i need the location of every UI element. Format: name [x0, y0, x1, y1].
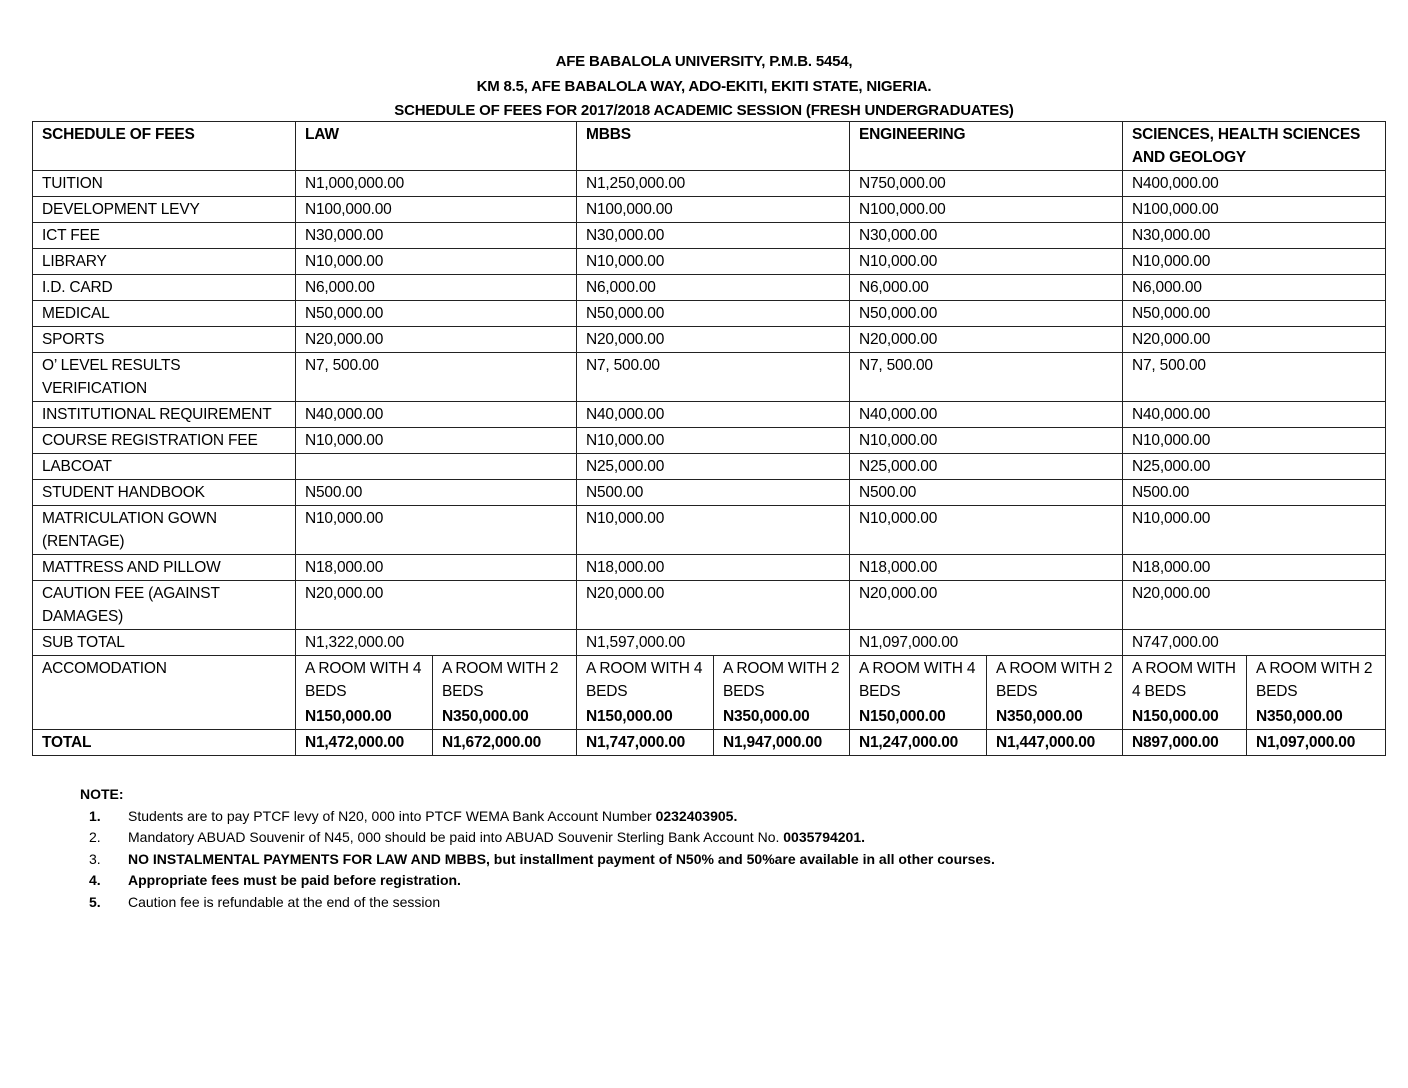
fee-label: LIBRARY — [33, 249, 296, 275]
fee-value: N10,000.00 — [1123, 428, 1386, 454]
room-price: N150,000.00 — [296, 704, 433, 730]
fee-value: N500.00 — [1123, 480, 1386, 506]
fee-value: N20,000.00 — [296, 581, 577, 630]
fee-value: N100,000.00 — [1123, 197, 1386, 223]
fee-value: N7, 500.00 — [296, 353, 577, 402]
fee-value: N20,000.00 — [296, 327, 577, 353]
fee-value: N400,000.00 — [1123, 171, 1386, 197]
room-option: A ROOM WITH 4 BEDS — [850, 656, 987, 705]
table-row — [33, 506, 1386, 555]
room-option: A ROOM WITH 4 BEDS — [1123, 656, 1247, 705]
room-price: N150,000.00 — [577, 704, 714, 730]
fee-value: N7, 500.00 — [1123, 353, 1386, 402]
column-header: SCIENCES, HEALTH SCIENCES AND GEOLOGY — [1123, 122, 1386, 171]
table-header-row — [33, 122, 1386, 171]
note-item — [80, 870, 995, 892]
fee-value: N747,000.00 — [1123, 630, 1386, 656]
fee-value: N500.00 — [850, 480, 1123, 506]
total-value: N1,247,000.00 — [850, 730, 987, 756]
table-row — [33, 402, 1386, 428]
room-price: N150,000.00 — [850, 704, 987, 730]
fee-value: N10,000.00 — [850, 506, 1123, 555]
fee-label: DEVELOPMENT LEVY — [33, 197, 296, 223]
note-number: 5. — [89, 893, 101, 910]
fee-value: N10,000.00 — [577, 428, 850, 454]
note-item — [80, 892, 995, 914]
column-header: LAW — [296, 122, 577, 171]
room-price: N150,000.00 — [1123, 704, 1247, 730]
room-price: N350,000.00 — [714, 704, 850, 730]
note-text-part: NO INSTALMENTAL PAYMENTS FOR LAW AND MBBS, but installment payment of N50% and 50%are available in all other courses. — [128, 850, 995, 867]
fee-value: N20,000.00 — [850, 327, 1123, 353]
fee-value: N100,000.00 — [577, 197, 850, 223]
note-number: 1. — [89, 807, 101, 824]
table-row — [33, 327, 1386, 353]
fee-value: N20,000.00 — [850, 581, 1123, 630]
fee-value: N25,000.00 — [850, 454, 1123, 480]
room-option: A ROOM WITH 2 BEDS — [714, 656, 850, 705]
fee-label: ICT FEE — [33, 223, 296, 249]
fees-table — [32, 121, 1386, 756]
fee-label: INSTITUTIONAL REQUIREMENT — [33, 402, 296, 428]
fee-value: N18,000.00 — [850, 555, 1123, 581]
fee-value: N10,000.00 — [1123, 506, 1386, 555]
fee-label: COURSE REGISTRATION FEE — [33, 428, 296, 454]
fee-value: N40,000.00 — [1123, 402, 1386, 428]
table-row — [33, 301, 1386, 327]
document-header — [0, 50, 1408, 124]
total-value: N897,000.00 — [1123, 730, 1247, 756]
fee-value: N20,000.00 — [577, 327, 850, 353]
room-option: A ROOM WITH 2 BEDS — [1247, 656, 1386, 705]
note-number: 3. — [89, 850, 101, 867]
note-text-part: Appropriate fees must be paid before registration. — [128, 872, 461, 888]
fee-value: N10,000.00 — [296, 249, 577, 275]
note-number: 2. — [89, 829, 101, 845]
note-text — [128, 849, 995, 871]
total-value: N1,747,000.00 — [577, 730, 714, 756]
fee-value: N20,000.00 — [577, 581, 850, 630]
fee-value: N10,000.00 — [296, 428, 577, 454]
fee-value: N40,000.00 — [577, 402, 850, 428]
fee-value — [296, 454, 577, 480]
fee-value: N6,000.00 — [577, 275, 850, 301]
fee-value: N30,000.00 — [850, 223, 1123, 249]
fee-value: N10,000.00 — [577, 249, 850, 275]
fee-label: O’ LEVEL RESULTS VERIFICATION — [33, 353, 296, 402]
room-price: N350,000.00 — [1247, 704, 1386, 730]
fee-value: N10,000.00 — [1123, 249, 1386, 275]
fee-label: CAUTION FEE (AGAINST DAMAGES) — [33, 581, 296, 630]
fee-value: N50,000.00 — [850, 301, 1123, 327]
table-row — [33, 454, 1386, 480]
note-text-part: 0035794201. — [783, 829, 866, 845]
column-header: MBBS — [577, 122, 850, 171]
fee-value: N25,000.00 — [1123, 454, 1386, 480]
fee-value: N750,000.00 — [850, 171, 1123, 197]
note-item — [80, 849, 995, 871]
accommodation-label: ACCOMODATION — [33, 656, 296, 730]
note-item — [80, 827, 995, 849]
notes-list — [80, 806, 995, 914]
table-row — [33, 630, 1386, 656]
fee-value: N100,000.00 — [850, 197, 1123, 223]
fee-label: I.D. CARD — [33, 275, 296, 301]
fee-value: N50,000.00 — [577, 301, 850, 327]
room-option: A ROOM WITH 2 BEDS — [987, 656, 1123, 705]
note-text-part: Mandatory ABUAD Souvenir of N45, 000 should be paid into ABUAD Souvenir Sterling Bank Account No. — [128, 829, 784, 845]
total-value: N1,672,000.00 — [433, 730, 577, 756]
fee-value: N1,250,000.00 — [577, 171, 850, 197]
table-row — [33, 353, 1386, 402]
fee-value: N10,000.00 — [577, 506, 850, 555]
note-text — [128, 806, 737, 828]
fee-label: MEDICAL — [33, 301, 296, 327]
total-value: N1,097,000.00 — [1247, 730, 1386, 756]
fee-value: N30,000.00 — [296, 223, 577, 249]
fee-value: N25,000.00 — [577, 454, 850, 480]
fee-value: N1,322,000.00 — [296, 630, 577, 656]
column-header: ENGINEERING — [850, 122, 1123, 171]
fee-value: N50,000.00 — [1123, 301, 1386, 327]
table-row — [33, 223, 1386, 249]
fee-label: MATTRESS AND PILLOW — [33, 555, 296, 581]
column-header: SCHEDULE OF FEES — [33, 122, 296, 171]
table-row — [33, 581, 1386, 630]
fee-value: N20,000.00 — [1123, 581, 1386, 630]
total-label: TOTAL — [33, 730, 296, 756]
fee-label: LABCOAT — [33, 454, 296, 480]
room-price: N350,000.00 — [987, 704, 1123, 730]
accommodation-row — [33, 656, 1386, 705]
fee-value: N18,000.00 — [577, 555, 850, 581]
fee-value: N10,000.00 — [850, 428, 1123, 454]
table-row — [33, 275, 1386, 301]
fee-label: MATRICULATION GOWN (RENTAGE) — [33, 506, 296, 555]
note-number: 4. — [89, 872, 101, 888]
total-row — [33, 730, 1386, 756]
fee-value: N50,000.00 — [296, 301, 577, 327]
fee-value: N20,000.00 — [1123, 327, 1386, 353]
fee-value: N6,000.00 — [296, 275, 577, 301]
schedule-title: SCHEDULE OF FEES FOR 2017/2018 ACADEMIC SESSION (FRESH UNDERGRADUATES) — [394, 102, 1014, 119]
table-row — [33, 555, 1386, 581]
table-row — [33, 428, 1386, 454]
fee-value: N7, 500.00 — [850, 353, 1123, 402]
fee-value: N500.00 — [577, 480, 850, 506]
fee-value: N18,000.00 — [1123, 555, 1386, 581]
room-price: N350,000.00 — [433, 704, 577, 730]
note-text — [128, 870, 461, 892]
fee-value: N40,000.00 — [296, 402, 577, 428]
fee-label: TUITION — [33, 171, 296, 197]
fee-value: N500.00 — [296, 480, 577, 506]
room-option: A ROOM WITH 2 BEDS — [433, 656, 577, 705]
total-value: N1,447,000.00 — [987, 730, 1123, 756]
total-value: N1,472,000.00 — [296, 730, 433, 756]
university-address: KM 8.5, AFE BABALOLA WAY, ADO-EKITI, EKITI STATE, NIGERIA. — [476, 77, 932, 95]
fee-value: N1,000,000.00 — [296, 171, 577, 197]
note-text-part: 0232403905. — [655, 807, 738, 824]
fee-value: N1,597,000.00 — [577, 630, 850, 656]
note-item — [80, 806, 995, 828]
notes-title: NOTE: — [80, 786, 124, 802]
table-row — [33, 249, 1386, 275]
notes-section — [80, 784, 995, 913]
total-value: N1,947,000.00 — [714, 730, 850, 756]
fee-label: STUDENT HANDBOOK — [33, 480, 296, 506]
fee-value: N1,097,000.00 — [850, 630, 1123, 656]
fee-value: N10,000.00 — [296, 506, 577, 555]
fee-value: N100,000.00 — [296, 197, 577, 223]
table-row — [33, 480, 1386, 506]
table-row — [33, 197, 1386, 223]
fee-value: N18,000.00 — [296, 555, 577, 581]
fee-value: N30,000.00 — [577, 223, 850, 249]
fee-value: N7, 500.00 — [577, 353, 850, 402]
university-name: AFE BABALOLA UNIVERSITY, P.M.B. 5454, — [555, 53, 853, 70]
fee-value: N6,000.00 — [1123, 275, 1386, 301]
room-option: A ROOM WITH 4 BEDS — [577, 656, 714, 705]
note-text-part: Caution fee is refundable at the end of the session — [128, 893, 441, 910]
fee-value: N10,000.00 — [850, 249, 1123, 275]
fee-value: N6,000.00 — [850, 275, 1123, 301]
note-text — [128, 827, 865, 849]
room-option: A ROOM WITH 4 BEDS — [296, 656, 433, 705]
table-row — [33, 171, 1386, 197]
fee-value: N40,000.00 — [850, 402, 1123, 428]
fee-value: N30,000.00 — [1123, 223, 1386, 249]
fee-label: SUB TOTAL — [33, 630, 296, 656]
note-text — [128, 892, 440, 914]
note-text-part: Students are to pay PTCF levy of N20, 000 into PTCF WEMA Bank Account Number — [128, 807, 656, 824]
fee-label: SPORTS — [33, 327, 296, 353]
